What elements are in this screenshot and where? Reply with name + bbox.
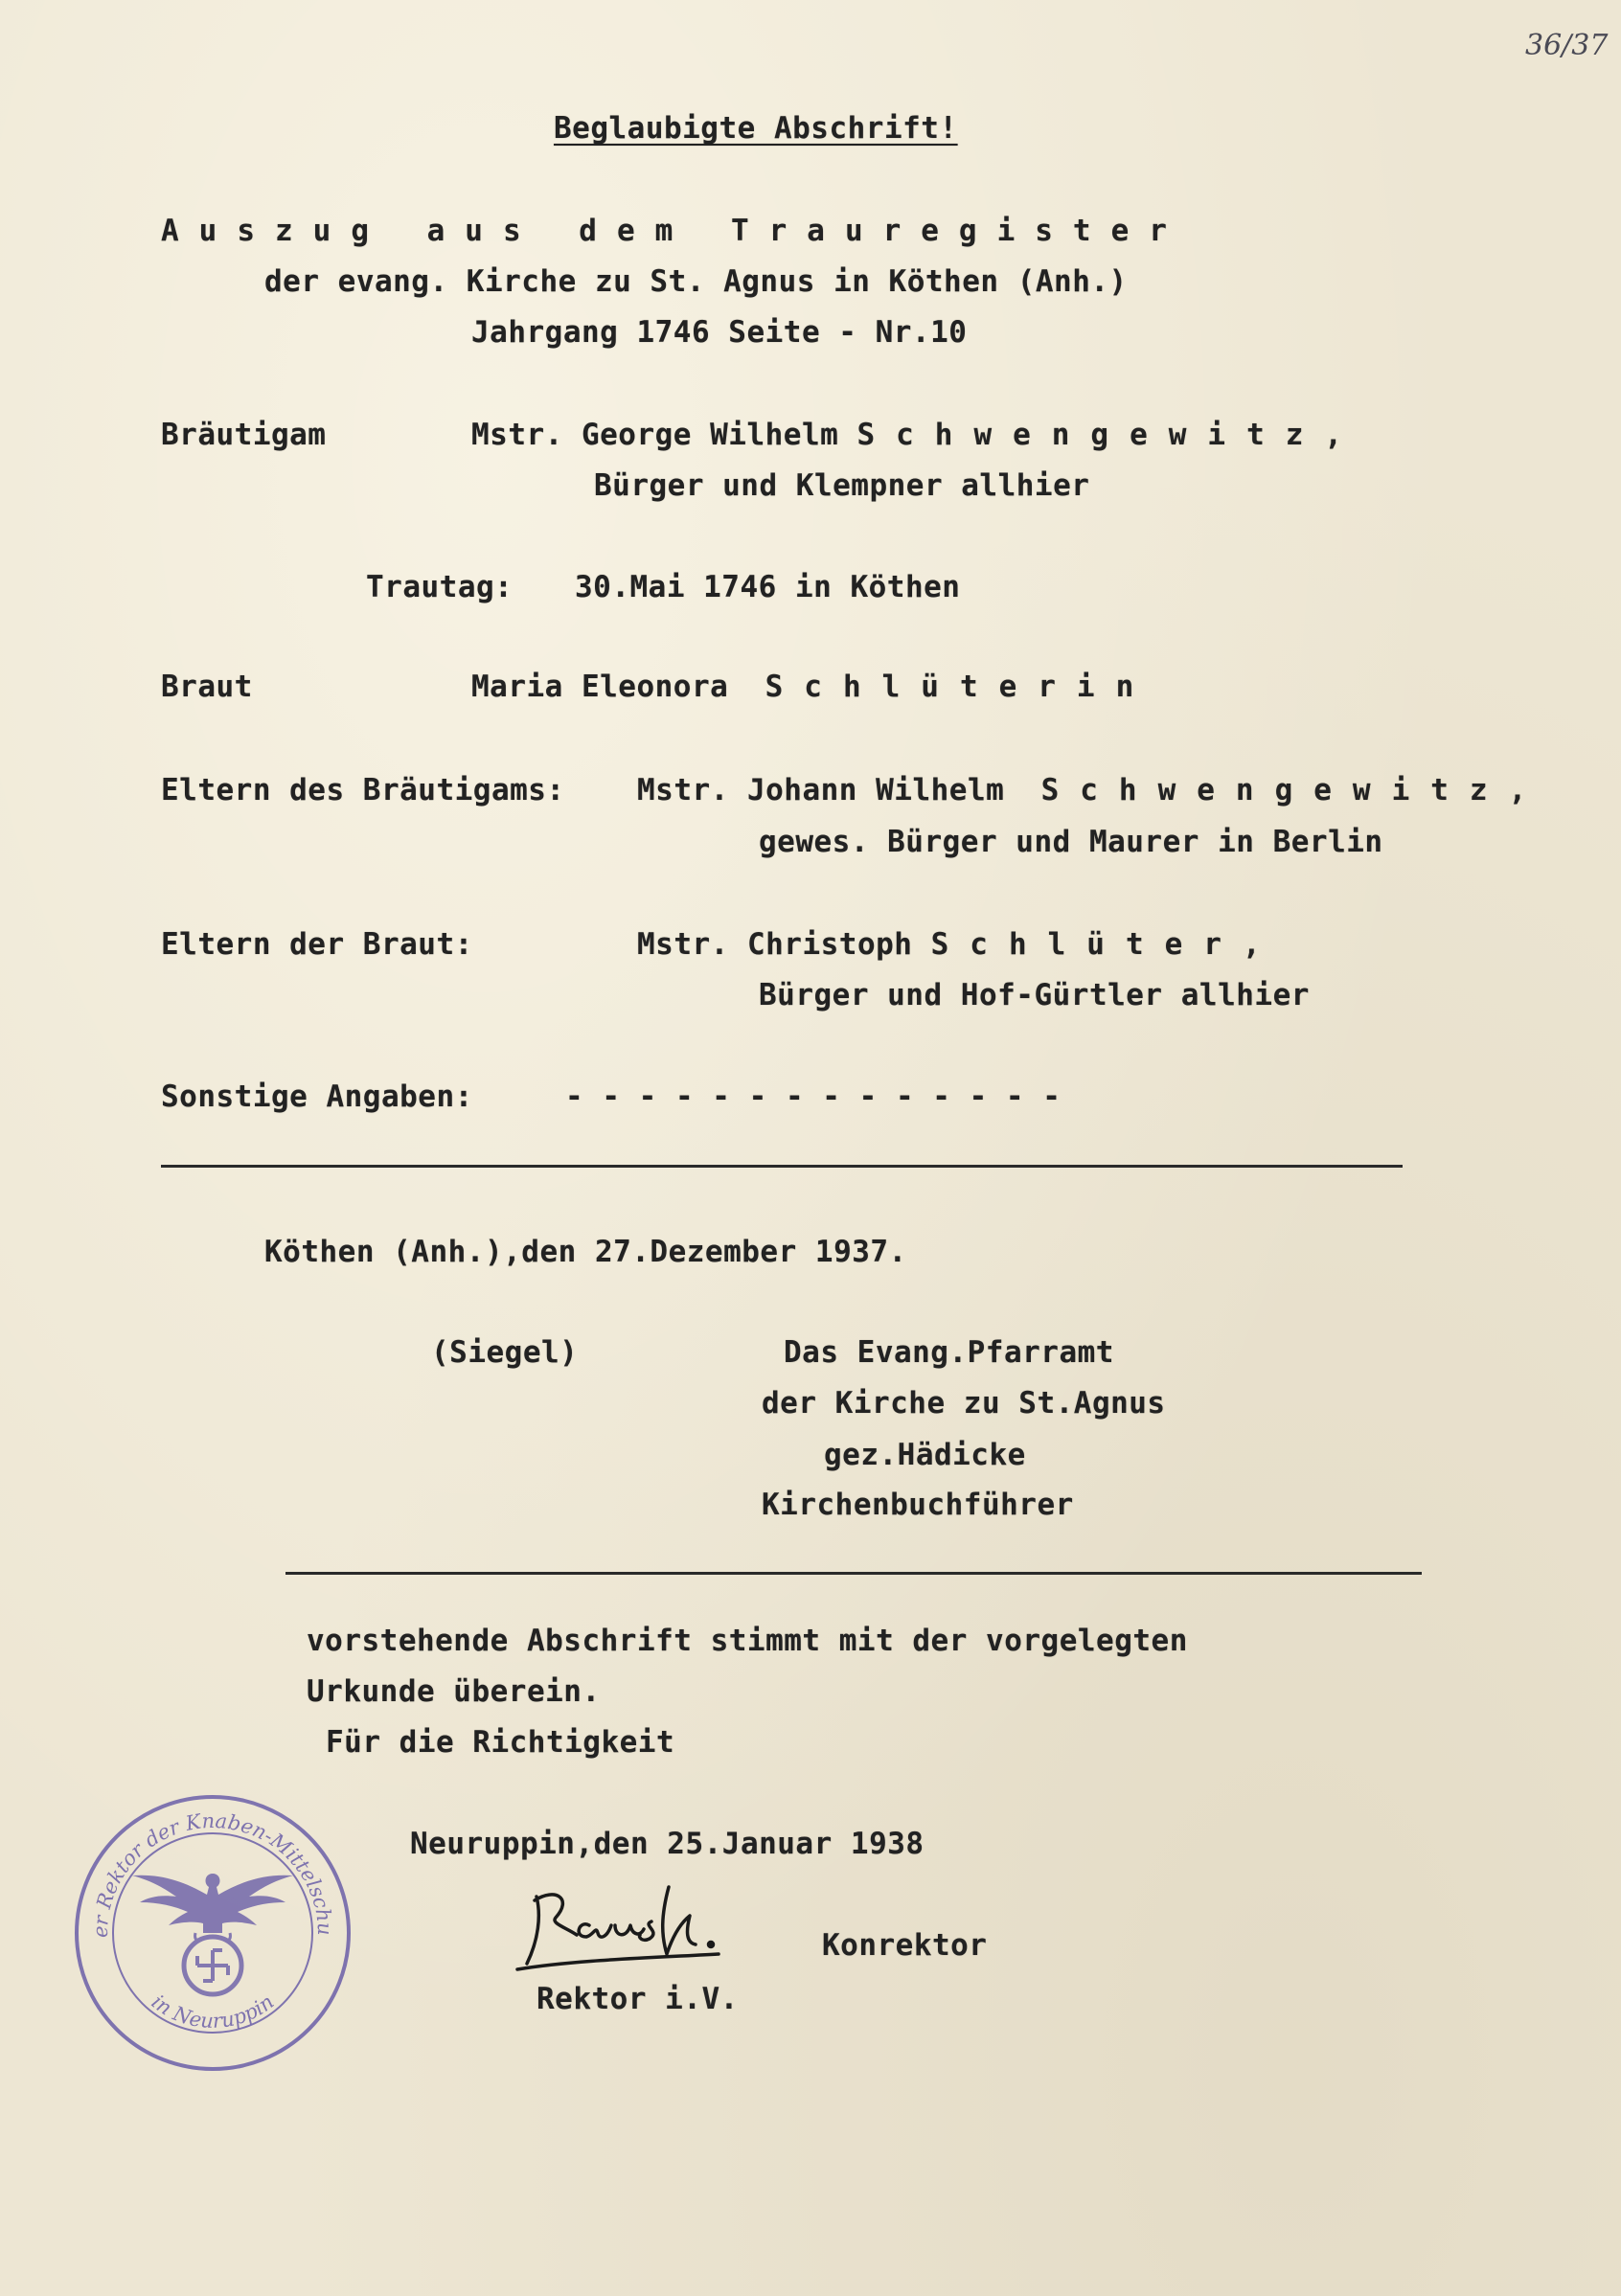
other-value: - - - - - - - - - - - - - - (565, 1080, 1062, 1114)
other-label: Sonstige Angaben: (161, 1080, 473, 1114)
wedding-value: 30.Mai 1746 in Köthen (575, 570, 961, 604)
bride-label: Braut (161, 670, 253, 704)
seal-note: (Siegel) (431, 1335, 579, 1370)
register-year: Jahrgang 1746 Seite - Nr.10 (471, 315, 968, 350)
document-heading: Beglaubigte Abschrift! (554, 111, 958, 146)
groom-parents-surname: Schwengewitz, (1040, 773, 1548, 807)
divider-2 (285, 1572, 1422, 1575)
signer-role: Kirchenbuchführer (762, 1488, 1074, 1522)
register-church: der evang. Kirche zu St. Agnus in Köthen (Anh.) (264, 264, 1128, 299)
attestation-title: Konrektor (822, 1928, 988, 1963)
certification-place-date: Köthen (Anh.),den 27.Dezember 1937. (264, 1235, 907, 1269)
office-line-1: Das Evang.Pfarramt (784, 1335, 1114, 1370)
bride-parents-name (637, 926, 1282, 963)
bride-parents-detail: Bürger und Hof-Gürtler allhier (759, 978, 1310, 1012)
official-stamp (60, 1771, 356, 2077)
bride-parents-label: Eltern der Braut: (161, 927, 473, 962)
office-line-2: der Kirche zu St.Agnus (762, 1386, 1166, 1421)
groom-name (471, 417, 1363, 453)
attestation-line-1: vorstehende Abschrift stimmt mit der vorgelegten (307, 1624, 1188, 1658)
bride-name (471, 669, 1154, 705)
attestation-rank: Rektor i.V. (537, 1982, 739, 2016)
register-title: Auszug aus dem Trauregister (161, 214, 1187, 248)
groom-parents-label: Eltern des Bräutigams: (161, 773, 565, 807)
signed-by: gez.Hädicke (824, 1438, 1026, 1472)
attestation-line-3: Für die Richtigkeit (326, 1725, 675, 1760)
groom-prefix: Mstr. George Wilhelm (471, 418, 839, 452)
attestation-line-2: Urkunde überein. (307, 1674, 601, 1709)
groom-detail: Bürger und Klempner allhier (594, 468, 1090, 503)
groom-parents-prefix: Mstr. Johann Wilhelm (637, 773, 1005, 807)
bride-prefix: Maria Eleonora (471, 670, 729, 704)
groom-parents-detail: gewes. Bürger und Maurer in Berlin (759, 825, 1383, 859)
bride-surname: Schlüterin (765, 670, 1155, 704)
page-number: 36/37 (1525, 29, 1609, 62)
groom-surname: Schwengewitz, (856, 418, 1364, 452)
attestation-place-date: Neuruppin,den 25.Januar 1938 (410, 1827, 925, 1861)
groom-parents-name (637, 772, 1547, 808)
bride-parents-surname: Schlüter, (930, 927, 1282, 962)
groom-label: Bräutigam (161, 418, 327, 452)
wedding-label: Trautag: (366, 570, 514, 604)
bride-parents-prefix: Mstr. Christoph (637, 927, 913, 962)
eagle-emblem-icon (132, 1874, 293, 1994)
stamp-text-top: Der Rektor der Knaben-Mittelschule (60, 1771, 337, 1939)
stamp-text-bottom: in Neuruppin (147, 1989, 279, 2033)
divider-1 (161, 1165, 1403, 1168)
signature-image (498, 1877, 786, 1983)
